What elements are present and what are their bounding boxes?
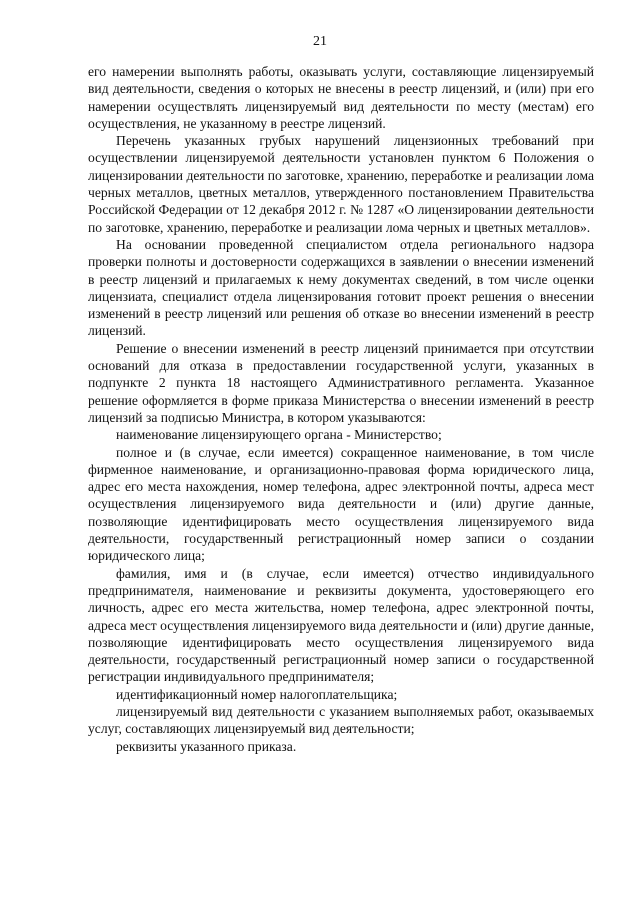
paragraph: Перечень указанных грубых нарушений лицензионных требований при осуществлении лицензируемой деятельности установлен пунктом 6 Положения о лицензировании деятельности по заготовке, хранению, переработке и реализации лома черных металлов, цветных металлов, утвержденного постановлением Правительства Российской Федерации от 12 декабря 2012 г. № 1287 «О лицензировании деятельности по заготовке, хранению, переработке и реализации лома черных и цветных металлов». <box>88 133 594 235</box>
document-body <box>88 63 594 755</box>
paragraph: его намерении выполнять работы, оказывать услуги, составляющие лицензируемый вид деятельности, сведения о которых не внесены в реестр лицензий, и (или) при его намерении осуществлять лицензируемый вид деятельности по месту (местам) его осуществления, не указанному в реестре лицензий. <box>88 64 594 131</box>
paragraph: На основании проведенной специалистом отдела регионального надзора проверки полноты и достоверности содержащихся в заявлении о внесении изменений в реестр лицензий и прилагаемых к нему документах сведений, в том числе оценки лицензиата, специалист отдела лицензирования готовит проект решения о внесении изменений в реестр лицензий или решения об отказе во внесении изменений в реестр лицензий. <box>88 236 594 339</box>
page-number: 21 <box>313 34 327 49</box>
list-item: лицензируемый вид деятельности с указанием выполняемых работ, оказываемых услуг, составляющих лицензируемый вид деятельности; <box>88 703 594 737</box>
list-item: идентификационный номер налогоплательщика; <box>116 686 398 702</box>
list-item: полное и (в случае, если имеется) сокращенное наименование, в том числе фирменное наименование, и организационно-правовая форма юридического лица, адрес его места нахождения, номер телефона, адрес электронной почты, адреса мест осуществления лицензируемого вида деятельности и (или) другие данные, позволяющие идентифицировать место осуществления лицензируемого вида деятельности, государственный регистрационный номер записи о создании юридического лица; <box>88 444 594 564</box>
list-item: фамилия, имя и (в случае, если имеется) отчество индивидуального предпринимателя, наименование и реквизиты документа, удостоверяющего его личность, адрес его места жительства, номер телефона, адрес электронной почты, адреса мест осуществления лицензируемого вида деятельности и (или) другие данные, позволяющие идентифицировать место осуществления лицензируемого вида деятельности, государственный регистрационный номер записи о государственной регистрации индивидуального предпринимателя; <box>88 565 594 685</box>
paragraph: Решение о внесении изменений в реестр лицензий принимается при отсутствии оснований для отказа в предоставлении государственной услуги, указанных в подпункте 2 пункта 18 настоящего Административного регламента. Указанное решение оформляется в форме приказа Министерства о внесении изменений в реестр лицензий за подписью Министра, в котором указываются: <box>88 340 594 425</box>
list-item: наименование лицензирующего органа - Министерство; <box>116 427 442 443</box>
list-item: реквизиты указанного приказа. <box>116 738 297 754</box>
